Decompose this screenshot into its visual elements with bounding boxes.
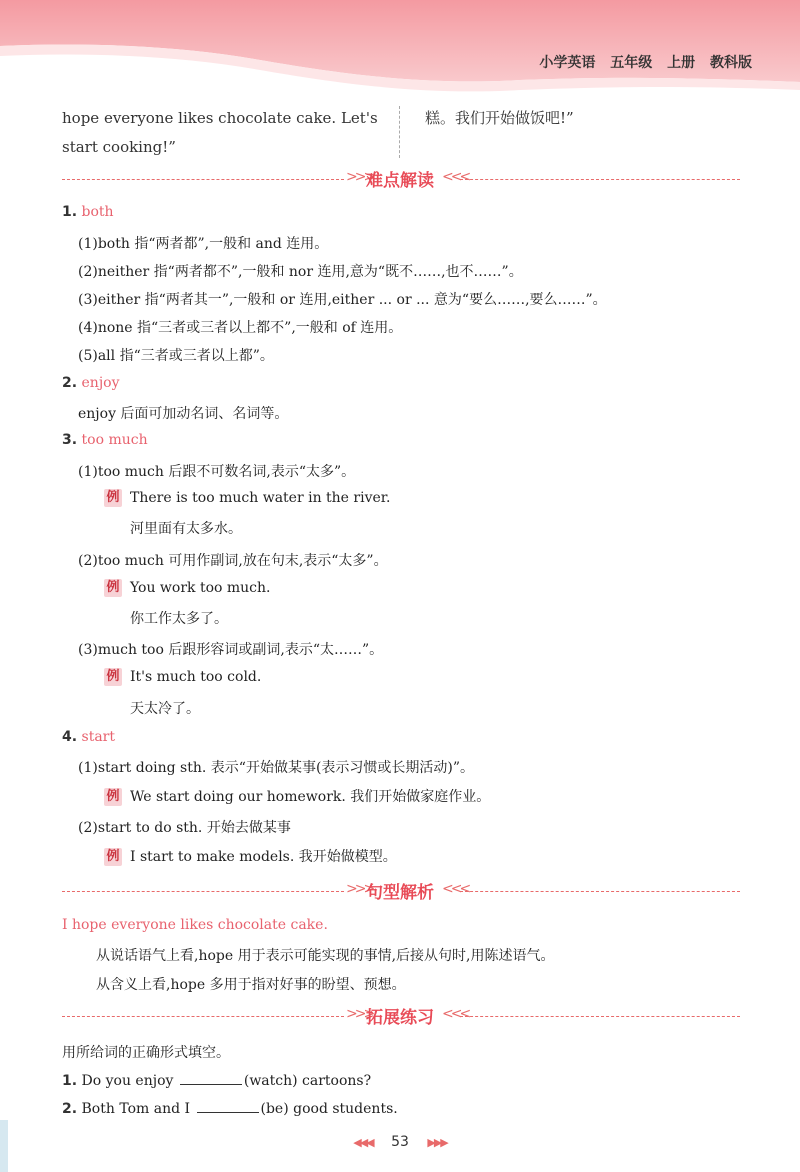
page-number: 53 (391, 1134, 409, 1150)
point-3-item-2: (2)too much 可用作副词,放在句末,表示“太多”。 (78, 553, 388, 569)
example-mark: 例 (104, 579, 122, 597)
point-3-heading (62, 432, 148, 448)
point-3-example-2-cn: 你工作太多了。 (130, 611, 228, 627)
arrow-right-icon: >>> (346, 881, 373, 897)
question-number: 2. (62, 1101, 78, 1117)
practice-question-2 (62, 1098, 398, 1117)
point-1-item-1: (1)both 指“两者都”,一般和 and 连用。 (78, 236, 329, 252)
question-number: 1. (62, 1073, 78, 1089)
keyword: start (81, 729, 115, 745)
point-1-item-4: (4)none 指“三者或三者以上都不”,一般和 of 连用。 (78, 320, 403, 336)
book-title: 小学英语 五年级 上册 教科版 (539, 55, 752, 71)
question-hint: (be) good students. (260, 1101, 398, 1117)
point-1-item-5: (5)all 指“三者或三者以上都”。 (78, 348, 274, 364)
point-number: 4. (62, 729, 78, 745)
point-2-note: enjoy 后面可加动名词、名词等。 (78, 406, 289, 422)
section-title-sentence: 句型解析 (366, 883, 434, 903)
example-mark: 例 (104, 788, 122, 806)
point-1-item-2: (2)neither 指“两者都不”,一般和 nor 连用,意为“既不……,也不……”。 (78, 264, 523, 280)
intro-chinese: 糕。我们开始做饭吧!” (425, 109, 574, 127)
point-4-example-1 (104, 786, 490, 806)
intro-english-line2: start cooking!” (62, 138, 176, 156)
dashed-line (62, 1016, 344, 1017)
arrow-left-icon: <<< (442, 169, 469, 185)
example-mark: 例 (104, 489, 122, 507)
practice-question-1 (62, 1070, 371, 1089)
section-header-practice (62, 1003, 740, 1029)
example-text: We start doing our homework. 我们开始做家庭作业。 (130, 789, 491, 805)
intro-english (62, 104, 392, 162)
arrow-right-icon: >>> (346, 169, 373, 185)
section-header-difficult (62, 166, 740, 192)
intro-english-line1: hope everyone likes chocolate cake. Let's (62, 109, 378, 127)
point-3-example-1-cn: 河里面有太多水。 (130, 521, 242, 537)
key-sentence: I hope everyone likes chocolate cake. (62, 917, 328, 933)
column-divider (399, 106, 400, 158)
right-triangles-icon: ▶▶▶ (427, 1136, 447, 1149)
example-english: It's much too cold. (130, 669, 262, 685)
example-english: There is too much water in the river. (130, 490, 391, 506)
answer-blank[interactable] (180, 1070, 242, 1085)
dashed-line (62, 179, 344, 180)
point-1-heading (62, 204, 114, 220)
sentence-analysis-line-2: 从含义上看,hope 多用于指对好事的盼望、预想。 (96, 977, 406, 993)
dashed-line (460, 891, 740, 892)
dashed-line (460, 1016, 740, 1017)
point-number: 1. (62, 204, 78, 220)
point-number: 2. (62, 375, 78, 391)
point-4-item-1: (1)start doing sth. 表示“开始做某事(表示习惯或长期活动)”。 (78, 760, 475, 776)
dashed-line (62, 891, 344, 892)
section-title-difficult: 难点解读 (366, 171, 434, 191)
page-footer (0, 1134, 800, 1150)
section-header-sentence (62, 878, 740, 904)
answer-blank[interactable] (197, 1098, 259, 1113)
arrow-left-icon: <<< (442, 1006, 469, 1022)
question-hint: (watch) cartoons? (243, 1073, 372, 1089)
left-triangles-icon: ◀◀◀ (353, 1136, 373, 1149)
arrow-right-icon: >>> (346, 1006, 373, 1022)
point-4-item-2: (2)start to do sth. 开始去做某事 (78, 820, 291, 836)
point-3-example-1 (104, 489, 390, 507)
example-english: You work too much. (130, 580, 271, 596)
point-3-item-3: (3)much too 后跟形容词或副词,表示“太……”。 (78, 642, 384, 658)
point-3-example-3-cn: 天太冷了。 (130, 701, 200, 717)
keyword: too much (81, 432, 148, 448)
point-3-example-3 (104, 668, 261, 686)
point-number: 3. (62, 432, 78, 448)
arrow-left-icon: <<< (442, 881, 469, 897)
example-mark: 例 (104, 848, 122, 866)
point-4-heading (62, 729, 115, 745)
practice-instruction: 用所给词的正确形式填空。 (62, 1045, 230, 1061)
point-4-example-2 (104, 846, 397, 866)
keyword: both (81, 204, 114, 220)
keyword: enjoy (81, 375, 120, 391)
example-text: I start to make models. 我开始做模型。 (130, 849, 397, 865)
example-mark: 例 (104, 668, 122, 686)
point-3-example-2 (104, 579, 271, 597)
dashed-line (460, 179, 740, 180)
question-text: Both Tom and I (81, 1101, 191, 1117)
question-text: Do you enjoy (81, 1073, 174, 1089)
point-2-heading (62, 375, 120, 391)
section-title-practice: 拓展练习 (366, 1008, 434, 1028)
point-3-item-1: (1)too much 后跟不可数名词,表示“太多”。 (78, 464, 356, 480)
sentence-analysis-line-1: 从说话语气上看,hope 用于表示可能实现的事情,后接从句时,用陈述语气。 (96, 948, 555, 964)
point-1-item-3: (3)either 指“两者其一”,一般和 or 连用,either ... or ... 意为“要么……,要么……”。 (78, 292, 607, 308)
